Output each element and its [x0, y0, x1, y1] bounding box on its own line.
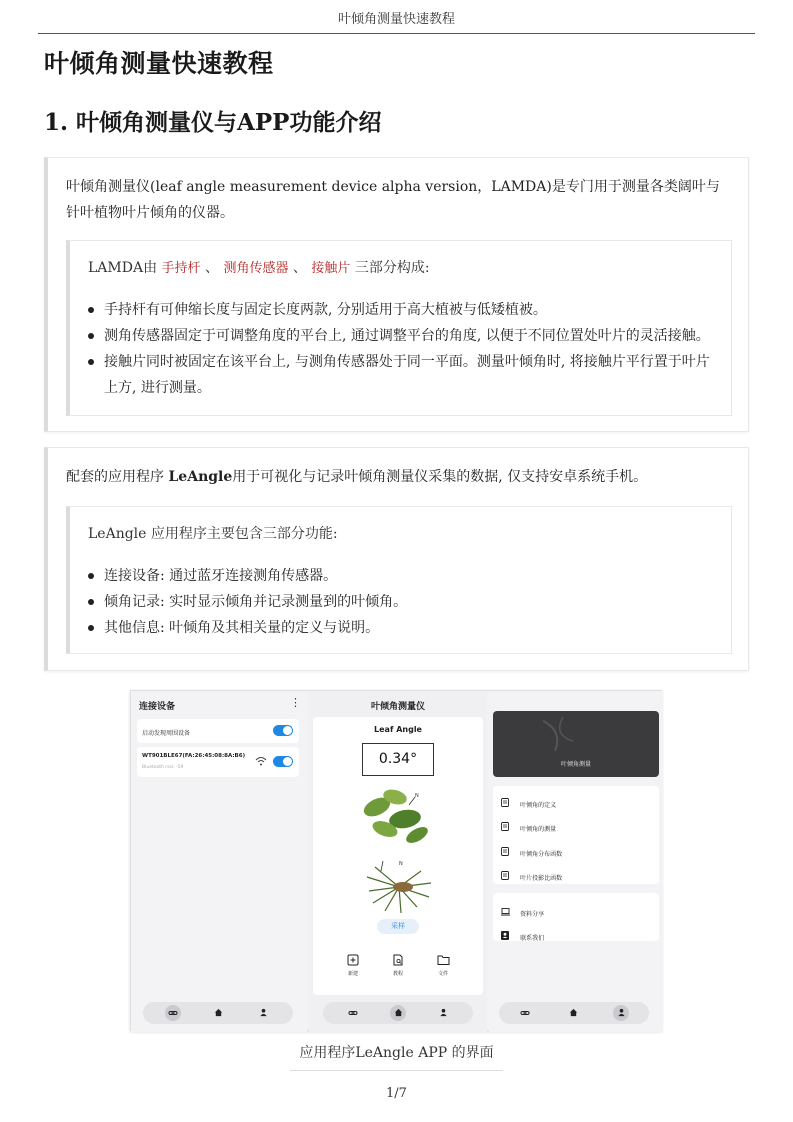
part-sensor: 测角传感器 [223, 261, 289, 276]
text-suffix: 用于可视化与记录叶倾角测量仪采集的数据, 仅支持安卓系统手机。 [232, 469, 648, 485]
list-item: 接触片同时被固定在该平台上, 与测角传感器处于同一平面。测量叶倾角时, 将接触片平行置于叶片上方, 进行测量。 [84, 349, 717, 401]
app-name: LeAngle [168, 469, 233, 485]
menu-item-projection[interactable] [501, 865, 562, 884]
menu-item-label: 资料分享 [520, 911, 545, 918]
discover-toggle[interactable] [273, 725, 293, 736]
discover-label: 启动发现周围设备 [142, 730, 191, 737]
document-icon [501, 798, 509, 807]
measure-screen [309, 691, 487, 1032]
leangle-features-lead: LeAngle 应用程序主要包含三部分功能: [88, 526, 338, 542]
laptop-icon [501, 908, 510, 916]
menu-item-label: 叶倾角分布函数 [520, 851, 563, 858]
device-subtitle: Bluetooth rssi: -59 [142, 765, 184, 770]
home-icon[interactable] [210, 1005, 226, 1021]
person-icon[interactable] [613, 1005, 629, 1021]
part-contact-plate: 接触片 [311, 261, 351, 276]
contact-card-icon [501, 931, 509, 940]
list-item: 其他信息: 叶倾角及其相关量的定义与说明。 [84, 615, 717, 641]
measure-card [313, 717, 483, 995]
add-box-icon [347, 954, 359, 966]
discover-devices-row [137, 719, 299, 743]
conifer-illustration-icon [361, 857, 437, 915]
lamda-components-list [84, 297, 717, 401]
link-icon[interactable] [345, 1005, 361, 1021]
tutorial-label: 教程 [392, 971, 403, 977]
leangle-features-list [84, 563, 717, 641]
lamda-intro-text: 叶倾角测量仪(leaf angle measurement device alpha version，LAMDA)是专门用于测量各类阔叶与针叶植物叶片倾角的仪器。 [66, 179, 720, 221]
figure-caption: 应用程序LeAngle APP 的界面 [299, 1045, 494, 1061]
tutorial-action[interactable] [386, 951, 410, 977]
info-menu-card [493, 786, 659, 884]
list-item: 倾角记录: 实时显示倾角并记录测量到的叶倾角。 [84, 589, 717, 615]
connect-screen-title: 连接设备 [139, 702, 176, 712]
wifi-signal-icon [255, 756, 267, 766]
person-icon[interactable] [255, 1005, 271, 1021]
text-prefix: 配套的应用程序 [66, 469, 169, 485]
lead-prefix: LAMDA由 [88, 260, 158, 276]
home-icon[interactable] [390, 1005, 406, 1021]
new-action[interactable] [341, 951, 365, 977]
lamda-components-box [66, 240, 732, 416]
leangle-intro-text [66, 464, 730, 490]
page-number: 1/7 [386, 1086, 407, 1101]
leangle-intro-box [44, 447, 749, 671]
info-banner [493, 711, 659, 777]
list-item: 测角传感器固定于可调整角度的平台上, 通过调整平台的角度, 以便于不同位置处叶片的灵活接触。 [84, 323, 717, 349]
angle-readout: 0.34° [362, 743, 434, 776]
link-icon[interactable] [165, 1005, 181, 1021]
home-icon[interactable] [565, 1005, 581, 1021]
lead-suffix: 三部分构成: [354, 260, 430, 276]
caption-divider [290, 1070, 503, 1071]
menu-item-label: 叶片投影比函数 [520, 875, 563, 882]
menu-item-share[interactable] [501, 901, 544, 920]
running-header: 叶倾角测量快速教程 [38, 8, 755, 34]
bottom-nav [323, 1002, 473, 1024]
device-connect-toggle[interactable] [273, 756, 293, 767]
device-row[interactable] [137, 747, 299, 777]
person-icon[interactable] [435, 1005, 451, 1021]
menu-item-contact[interactable] [501, 925, 544, 944]
document-title: 叶倾角测量快速教程 [44, 49, 274, 78]
list-item: 手持杆有可伸缩长度与固定长度两款, 分别适用于高大植被与低矮植被。 [84, 297, 717, 323]
svg-text:N: N [399, 861, 403, 867]
banner-title: 叶倾角测量 [560, 761, 591, 768]
menu-item-definition[interactable] [501, 792, 556, 811]
menu-item-distribution[interactable] [501, 841, 562, 860]
broadleaf-illustration-icon [357, 785, 439, 851]
document-icon [501, 822, 509, 831]
menu-item-measurement[interactable] [501, 816, 556, 835]
separator: 、 [292, 260, 307, 276]
info-screen [489, 691, 663, 1032]
menu-item-label: 叶倾角的定义 [520, 802, 557, 809]
menu-item-label: 联系我们 [520, 935, 545, 942]
document-icon [501, 871, 509, 880]
menu-item-label: 叶倾角的测量 [520, 826, 557, 833]
more-menu-icon[interactable]: ⋮ [290, 696, 301, 709]
document-icon [501, 847, 509, 856]
lamda-intro-box [44, 157, 749, 432]
folder-icon [437, 954, 450, 966]
new-label: 新建 [347, 971, 358, 977]
part-handle: 手持杆 [161, 261, 201, 276]
measure-screen-title: 叶倾角测量仪 [370, 702, 425, 712]
link-icon[interactable] [517, 1005, 533, 1021]
bottom-nav [499, 1002, 649, 1024]
files-label: 文件 [437, 971, 448, 977]
app-screenshot-figure [130, 690, 662, 1031]
leangle-features-box [66, 506, 732, 654]
lamda-components-lead [88, 257, 430, 277]
section-heading: 1. 叶倾角测量仪与APP功能介绍 [44, 109, 382, 136]
document-search-icon [392, 954, 404, 966]
svg-text:N: N [415, 793, 419, 799]
bottom-nav [143, 1002, 293, 1024]
connect-device-screen [131, 691, 307, 1032]
device-name: WT901BLE67(FA:26:45:08:8A:B6) [142, 753, 246, 759]
leaf-angle-label: Leaf Angle [374, 725, 422, 734]
list-item: 连接设备: 通过蓝牙连接测角传感器。 [84, 563, 717, 589]
info-extra-card [493, 893, 659, 941]
files-action[interactable] [431, 951, 455, 977]
separator: 、 [205, 260, 219, 276]
sample-button[interactable]: 采样 [377, 919, 419, 934]
